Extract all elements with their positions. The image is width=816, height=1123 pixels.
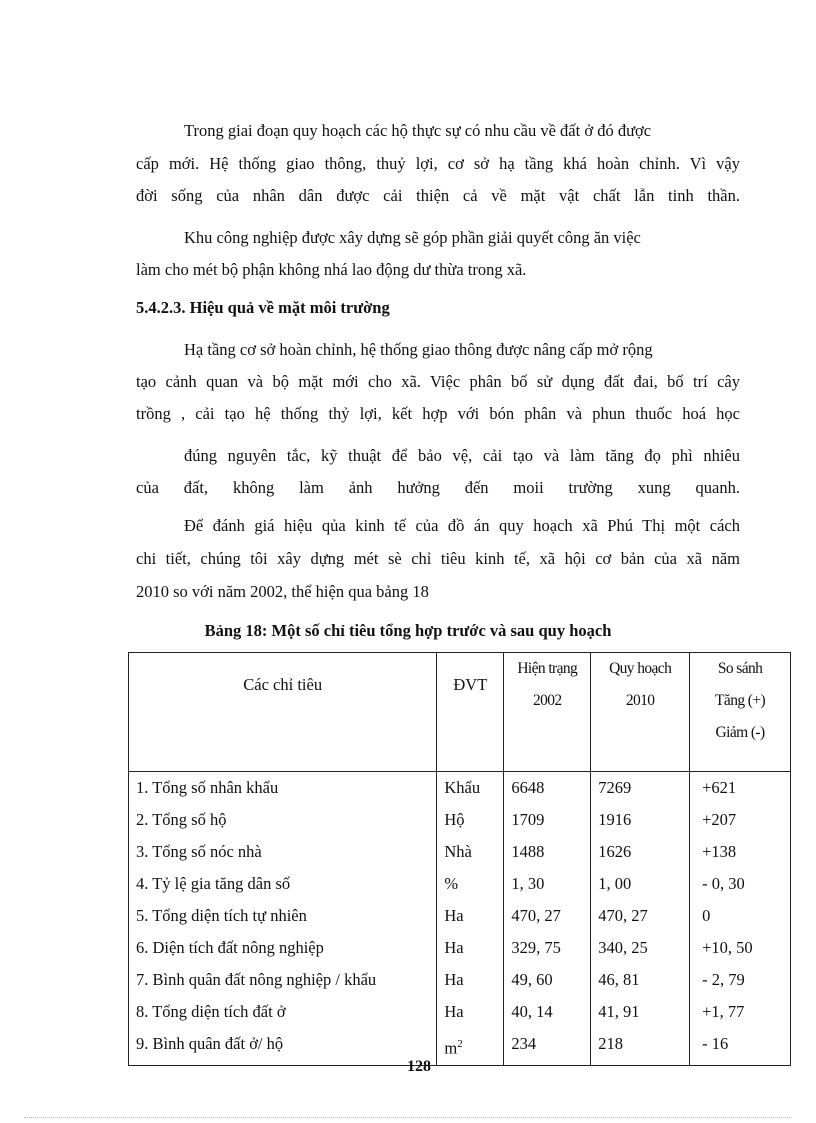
- indicator-table: [128, 652, 791, 1066]
- para4-line1: đúng nguyên tắc, kỹ thuật để bảo vệ, cải tạo và làm tăng đọ phì nhiêu: [184, 446, 740, 465]
- table-row: [129, 996, 791, 1028]
- cell-2010: 46, 81: [591, 964, 690, 996]
- header-current-label: Hiện trạng: [517, 660, 578, 677]
- cell-2002: 1, 30: [504, 868, 591, 900]
- cell-comparison: +207: [690, 804, 791, 836]
- table-row: [129, 932, 791, 964]
- unit-text: Ha: [444, 906, 464, 925]
- cell-2002: 470, 27: [504, 900, 591, 932]
- para3-line3: trồng , cải tạo hệ thống thỷ lợi, kết hợp với bón phân và phun thuốc hoá học: [136, 404, 740, 423]
- header-current: [504, 653, 591, 772]
- para1-line1: Trong giai đoạn quy hoạch các hộ thực sự có nhu cầu về đất ở đó được: [184, 121, 652, 140]
- cell-comparison: 0: [690, 900, 791, 932]
- cell-criteria: 3. Tổng số nóc nhà: [129, 836, 437, 868]
- cell-2010: 41, 91: [591, 996, 690, 1028]
- unit-text: Nhà: [444, 842, 472, 861]
- para2-line2: làm cho mét bộ phận không nhá lao động dư thừa trong xã.: [136, 260, 527, 279]
- unit-text: Ha: [444, 1002, 464, 1021]
- cell-comparison: - 2, 79: [690, 964, 791, 996]
- unit-text: Ha: [444, 970, 464, 989]
- unit-superscript: 2: [457, 1038, 463, 1050]
- cell-criteria: 8. Tổng diện tích đất ở: [129, 996, 437, 1028]
- table-caption: Bảng 18: Một số chỉ tiêu tổng hợp trước và sau quy hoạch: [204, 621, 612, 640]
- header-plan: [591, 653, 690, 772]
- header-plan-label: Quy hoạch: [609, 660, 672, 677]
- header-compare: [690, 653, 791, 772]
- para3-line2: tạo cảnh quan và bộ mặt mới cho xã. Việc phân bố sử dụng đất đai, bố trí cây: [136, 372, 740, 391]
- cell-2002: 234: [504, 1028, 591, 1065]
- cell-2010: 1626: [591, 836, 690, 868]
- cell-unit: [437, 772, 504, 805]
- cell-comparison: - 0, 30: [690, 868, 791, 900]
- table-row: [129, 900, 791, 932]
- para4-line2: của đất, không làm ảnh hưởng đến moii trường xung quanh.: [136, 478, 740, 497]
- cell-2010: 340, 25: [591, 932, 690, 964]
- header-compare-decrease: Giảm (-): [715, 724, 765, 741]
- cell-comparison: +138: [690, 836, 791, 868]
- table-row: [129, 772, 791, 805]
- header-compare-increase: Tăng (+): [715, 692, 766, 709]
- unit-text: Ha: [444, 938, 464, 957]
- cell-2010: 218: [591, 1028, 690, 1065]
- page-number-text: 128: [407, 1058, 431, 1072]
- page-bottom-rule: [24, 1117, 792, 1118]
- cell-2010: 470, 27: [591, 900, 690, 932]
- para1-line2: cấp mới. Hệ thống giao thông, thuỷ lợi, cơ sở hạ tầng khá hoàn chỉnh. Vì vậy: [136, 154, 740, 173]
- cell-unit: [437, 868, 504, 900]
- cell-unit: [437, 932, 504, 964]
- header-unit: ĐVT: [437, 653, 504, 772]
- table-row: [129, 868, 791, 900]
- para3-line1: Hạ tầng cơ sở hoàn chỉnh, hệ thống giao thông được nâng cấp mở rộng: [184, 340, 653, 359]
- cell-criteria: 9. Bình quân đất ở/ hộ: [129, 1028, 437, 1065]
- cell-2002: 1709: [504, 804, 591, 836]
- para5-line3: 2010 so với năm 2002, thể hiện qua bảng 18: [136, 582, 429, 601]
- cell-unit: [437, 836, 504, 868]
- table-body: [129, 772, 791, 1066]
- page-number: [0, 1058, 816, 1072]
- cell-unit: [437, 996, 504, 1028]
- para2-line1: Khu công nghiệp được xây dựng sẽ góp phần giải quyết công ăn việc: [184, 228, 641, 247]
- section-heading: 5.4.2.3. Hiệu quả về mặt môi trường: [136, 298, 390, 317]
- cell-2002: 40, 14: [504, 996, 591, 1028]
- unit-text: m: [444, 1038, 458, 1058]
- cell-comparison: +10, 50: [690, 932, 791, 964]
- cell-criteria: 5. Tổng diện tích tự nhiên: [129, 900, 437, 932]
- cell-2002: 49, 60: [504, 964, 591, 996]
- cell-comparison: +621: [690, 772, 791, 805]
- header-current-year: 2002: [532, 692, 562, 709]
- header-criteria: Các chỉ tiêu: [129, 653, 437, 772]
- cell-2002: 1488: [504, 836, 591, 868]
- cell-criteria: 2. Tổng số hộ: [129, 804, 437, 836]
- cell-criteria: 4. Tỷ lệ gia tăng dân số: [129, 868, 437, 900]
- para1-line3: đời sống của nhân dân được cải thiện cả về mặt vật chất lẫn tinh thần.: [136, 186, 740, 205]
- cell-comparison: +1, 77: [690, 996, 791, 1028]
- cell-unit: [437, 964, 504, 996]
- unit-text: Hộ: [444, 810, 465, 829]
- cell-criteria: 7. Bình quân đất nông nghiệp / khẩu: [129, 964, 437, 996]
- cell-2002: 6648: [504, 772, 591, 805]
- header-compare-label: So sánh: [717, 660, 763, 677]
- cell-unit: [437, 900, 504, 932]
- table-header-row: [129, 653, 791, 772]
- table-row: [129, 836, 791, 868]
- table-row: [129, 964, 791, 996]
- header-plan-year: 2010: [625, 692, 655, 709]
- unit-text: Khẩu: [444, 778, 481, 797]
- table-row: [129, 804, 791, 836]
- cell-2010: 7269: [591, 772, 690, 805]
- cell-comparison: - 16: [690, 1028, 791, 1065]
- cell-unit: [437, 804, 504, 836]
- cell-2010: 1, 00: [591, 868, 690, 900]
- cell-criteria: 1. Tổng số nhân khẩu: [129, 772, 437, 805]
- cell-2010: 1916: [591, 804, 690, 836]
- para5-line1: Để đánh giá hiệu qủa kinh tế của đồ án quy hoạch xã Phú Thị một cách: [184, 516, 740, 535]
- para5-line2: chi tiết, chúng tôi xây dựng mét sè chỉ tiêu kinh tế, xã hội cơ bản của xã năm: [136, 549, 740, 568]
- unit-text: %: [444, 874, 459, 893]
- cell-criteria: 6. Diện tích đất nông nghiệp: [129, 932, 437, 964]
- cell-2002: 329, 75: [504, 932, 591, 964]
